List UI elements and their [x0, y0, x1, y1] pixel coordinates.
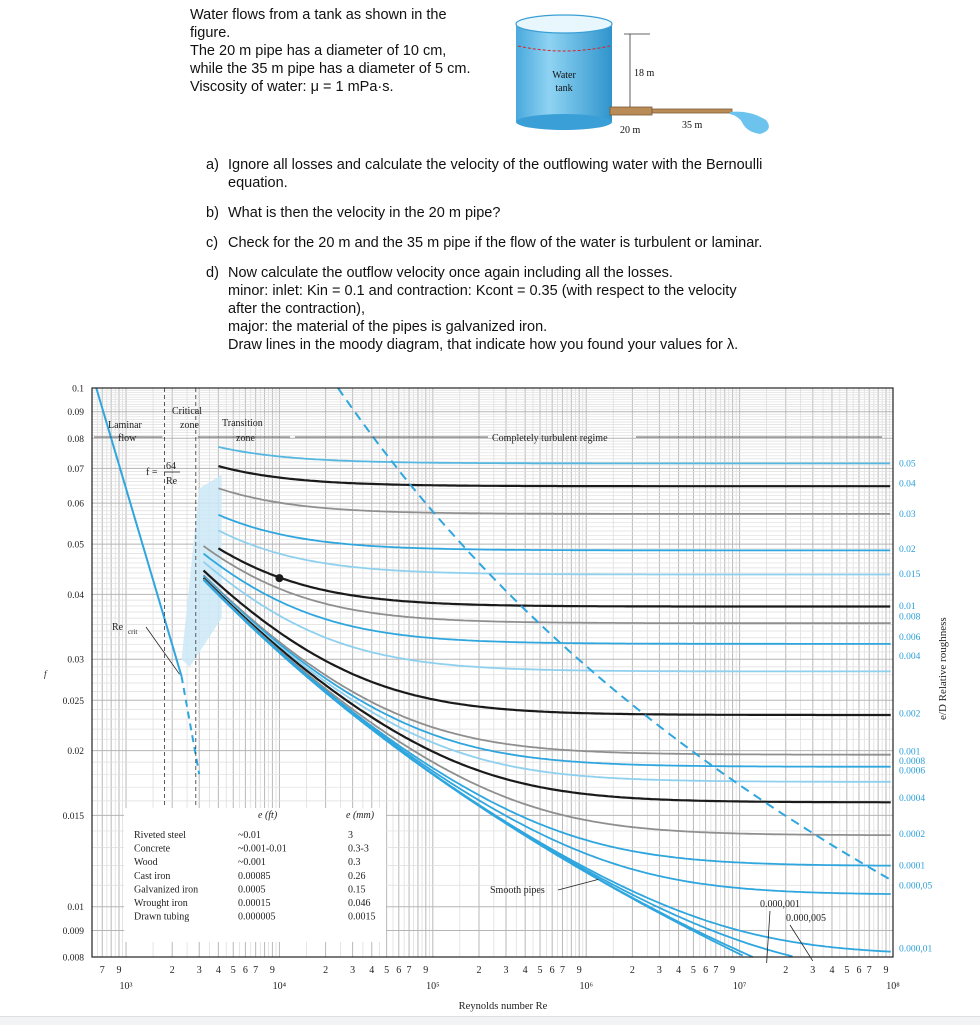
- x-decade-label: 10⁸: [886, 981, 900, 992]
- roughness-label-0.02: 0.02: [899, 545, 916, 556]
- problem-line-4: while the 35 m pipe has a diameter of 5 cm.: [190, 61, 471, 77]
- materials-row-ft: 0.00015: [238, 898, 271, 909]
- materials-row-name: Galvanized iron: [134, 884, 199, 896]
- question-line: equation.: [228, 175, 288, 191]
- pipe-20m: [610, 107, 652, 115]
- roughness-label-0.0008: 0.0008: [899, 756, 926, 767]
- roughness-label-0.002: 0.002: [899, 709, 921, 720]
- pipe-35m: [652, 109, 732, 113]
- question-line: major: the material of the pipes is galvanized iron.: [228, 319, 548, 335]
- materials-row-ft: 0.000005: [238, 911, 276, 923]
- pipe2-label: 35 m: [682, 120, 703, 131]
- roughness-curve-0.05: [218, 447, 890, 464]
- pipe1-label: 20 m: [620, 125, 641, 136]
- question-line: after the contraction),: [228, 301, 366, 317]
- x-tick-label: 9: [116, 965, 122, 976]
- x-decade-label: 10⁴: [272, 981, 287, 992]
- question-d: [206, 264, 806, 354]
- materials-row-name: Wrought iron: [134, 898, 188, 909]
- region-transition-label-2: zone: [236, 433, 255, 444]
- question-label: b): [206, 205, 219, 221]
- materials-row-ft: ~0.01: [238, 830, 261, 841]
- x-tick-label: 7: [866, 965, 872, 976]
- roughness-label-0.000,05: 0.000,05: [899, 881, 933, 892]
- tank-bottom: [516, 114, 612, 130]
- laminar-formula-prefix: f =: [146, 467, 158, 478]
- x-tick-label: 7: [99, 965, 105, 976]
- y-tick-label: 0.1: [72, 384, 84, 395]
- y-tick-label: 0.015: [62, 811, 84, 822]
- x-tick-label: 3: [503, 965, 509, 976]
- roughness-label-0.015: 0.015: [899, 569, 921, 580]
- roughness-inplot-label-0.000,005: 0.000,005: [786, 913, 826, 924]
- materials-row-name: Riveted steel: [134, 830, 186, 841]
- question-line: Now calculate the outflow velocity once again including all the losses.: [228, 265, 673, 281]
- tank-label-2: tank: [555, 83, 573, 94]
- height-label: 18 m: [634, 68, 655, 79]
- smooth-pipes-label: Smooth pipes: [490, 885, 545, 896]
- laminar-formula-den: Re: [166, 476, 178, 487]
- region-laminar-label: Laminar: [108, 420, 142, 431]
- y-tick-label: 0.07: [67, 464, 84, 475]
- materials-header-mm: e (mm): [346, 810, 375, 821]
- roughness-label-0.0001: 0.0001: [899, 861, 926, 872]
- region-laminar-label-2: flow: [118, 433, 137, 444]
- water-jet: [730, 112, 769, 134]
- problem-line-5: Viscosity of water: μ = 1 mPa·s.: [190, 79, 394, 95]
- x-tick-label: 3: [810, 965, 816, 976]
- problem-line-1: Water flows from a tank as shown in the: [190, 7, 447, 23]
- materials-row-mm: 3: [348, 830, 353, 841]
- questions-list: [206, 156, 806, 366]
- x-tick-label: 6: [856, 965, 862, 976]
- x-tick-label: 6: [396, 965, 402, 976]
- x-decade-label: 10⁷: [732, 981, 747, 992]
- materials-row-mm: 0.15: [348, 884, 366, 896]
- roughness-label-0.006: 0.006: [899, 633, 921, 644]
- y-tick-label: 0.04: [67, 590, 84, 601]
- region-transition-label: Transition: [222, 418, 263, 429]
- x-decade-label: 10⁶: [579, 981, 593, 992]
- roughness-curve-0.01: [218, 548, 890, 606]
- tank-top: [516, 15, 612, 33]
- roughness-curve-0.04: [218, 466, 890, 486]
- recrit-sub: crit: [128, 628, 138, 636]
- x-tick-label: 9: [730, 965, 736, 976]
- materials-row-mm: 0.0015: [348, 911, 376, 923]
- materials-row-mm: 0.3-3: [348, 843, 369, 855]
- y-tick-label: 0.08: [67, 434, 84, 445]
- materials-row-mm: 0.26: [348, 870, 366, 882]
- moody-annotations: [94, 388, 949, 963]
- question-label: a): [206, 157, 219, 173]
- roughness-label-0.004: 0.004: [899, 652, 921, 663]
- recrit-label: Re: [112, 622, 124, 633]
- y-tick-label: 0.02: [67, 747, 84, 758]
- roughness-label-0.008: 0.008: [899, 612, 921, 623]
- x-tick-label: 4: [522, 965, 528, 976]
- problem-line-3: The 20 m pipe has a diameter of 10 cm,: [190, 43, 447, 59]
- region-critical-label-2: zone: [180, 420, 199, 431]
- x-decade-label: 10³: [119, 981, 133, 992]
- moody-diagram: [0, 372, 980, 1016]
- region-critical-label: Critical: [172, 406, 202, 417]
- roughness-label-0.01: 0.01: [899, 601, 916, 612]
- materials-row-mm: 0.3: [348, 857, 361, 869]
- x-tick-label: 4: [676, 965, 682, 976]
- materials-header-ft: e (ft): [258, 810, 278, 821]
- materials-row-ft: ~0.001-0.01: [238, 843, 287, 855]
- x-tick-label: 6: [242, 965, 248, 976]
- tank-label-1: Water: [552, 70, 576, 81]
- x-tick-label: 9: [423, 965, 429, 976]
- roughness-label-0.000,01: 0.000,01: [899, 944, 933, 955]
- x-tick-label: 9: [883, 965, 889, 976]
- materials-row-ft: 0.0005: [238, 884, 266, 896]
- materials-row-name: Concrete: [134, 843, 171, 855]
- y-axis-label: f: [44, 669, 47, 679]
- roughness-label-0.001: 0.001: [899, 747, 921, 758]
- x-tick-label: 9: [269, 965, 275, 976]
- question-c: [206, 234, 806, 252]
- y-tick-label: 0.03: [67, 655, 84, 666]
- materials-row-name: Cast iron: [134, 870, 171, 882]
- x-tick-label: 2: [476, 965, 482, 976]
- y-tick-label: 0.05: [67, 540, 84, 551]
- roughness-inplot-label-0.000,001: 0.000,001: [760, 899, 800, 910]
- x-tick-label: 2: [169, 965, 175, 976]
- x-tick-label: 5: [690, 965, 696, 976]
- x-tick-label: 2: [783, 965, 789, 976]
- x-tick-label: 2: [323, 965, 329, 976]
- y-tick-label: 0.009: [62, 926, 84, 937]
- y-tick-label: 0.008: [62, 953, 84, 964]
- question-line: Check for the 20 m and the 35 m pipe if the flow of the water is turbulent or laminar.: [228, 235, 763, 251]
- x-tick-label: 4: [369, 965, 375, 976]
- roughness-label-0.0004: 0.0004: [899, 794, 926, 805]
- x-tick-label: 7: [559, 965, 565, 976]
- roughness-label-0.05: 0.05: [899, 459, 916, 470]
- right-axis-label: e/D Relative roughness: [937, 617, 949, 720]
- x-tick-label: 5: [844, 965, 850, 976]
- tank-figure: [510, 12, 780, 142]
- y-tick-label: 0.06: [67, 499, 84, 510]
- roughness-curve-0.02: [218, 515, 890, 551]
- x-decade-label: 10⁵: [426, 981, 440, 992]
- region-turbulent-label: Completely turbulent regime: [492, 433, 608, 444]
- x-tick-label: 6: [703, 965, 709, 976]
- question-line: Ignore all losses and calculate the velocity of the outflowing water with the Bernoulli: [228, 157, 763, 173]
- question-line: What is then the velocity in the 20 m pipe?: [228, 205, 501, 221]
- x-tick-label: 6: [549, 965, 555, 976]
- materials-row-name: Wood: [134, 857, 158, 869]
- laminar-line: [96, 388, 181, 676]
- roughness-label-0.0002: 0.0002: [899, 830, 926, 841]
- x-tick-label: 5: [384, 965, 390, 976]
- y-tick-label: 0.01: [67, 903, 84, 914]
- y-tick-label: 0.025: [62, 696, 84, 707]
- x-tick-label: 4: [215, 965, 221, 976]
- x-tick-label: 3: [656, 965, 662, 976]
- question-line: minor: inlet: Kin = 0.1 and contraction: Kcont = 0.35 (with respect to the velocity: [228, 283, 737, 299]
- x-tick-label: 5: [537, 965, 543, 976]
- x-tick-label: 4: [829, 965, 835, 976]
- question-label: c): [206, 235, 219, 251]
- question-a: [206, 156, 806, 192]
- x-tick-label: 5: [230, 965, 236, 976]
- x-tick-label: 9: [576, 965, 582, 976]
- curve-marker-dot: [275, 574, 283, 582]
- x-tick-label: 7: [713, 965, 719, 976]
- x-tick-label: 2: [629, 965, 635, 976]
- smooth-pipes-pointer: [558, 879, 598, 890]
- x-tick-label: 7: [253, 965, 259, 976]
- problem-statement: [190, 6, 510, 96]
- question-label: d): [206, 265, 219, 281]
- laminar-formula-num: 64: [166, 461, 176, 472]
- x-axis-label: Reynolds number Re: [458, 1001, 548, 1012]
- x-tick-label: 7: [406, 965, 412, 976]
- roughness-label-0.03: 0.03: [899, 509, 916, 520]
- roughness-label-0.04: 0.04: [899, 479, 916, 490]
- question-b: [206, 204, 806, 222]
- roughness-label-0.0006: 0.0006: [899, 766, 926, 777]
- materials-row-name: Drawn tubing: [134, 911, 190, 923]
- question-line: Draw lines in the moody diagram, that indicate how you found your values for λ.: [228, 337, 739, 353]
- laminar-extension-dashed: [182, 676, 200, 774]
- materials-row-ft: ~0.001: [238, 857, 266, 869]
- x-tick-label: 3: [196, 965, 202, 976]
- y-tick-label: 0.09: [67, 408, 84, 419]
- problem-line-2: figure.: [190, 25, 231, 41]
- materials-row-mm: 0.046: [348, 898, 371, 909]
- x-tick-label: 3: [350, 965, 356, 976]
- materials-row-ft: 0.00085: [238, 870, 271, 882]
